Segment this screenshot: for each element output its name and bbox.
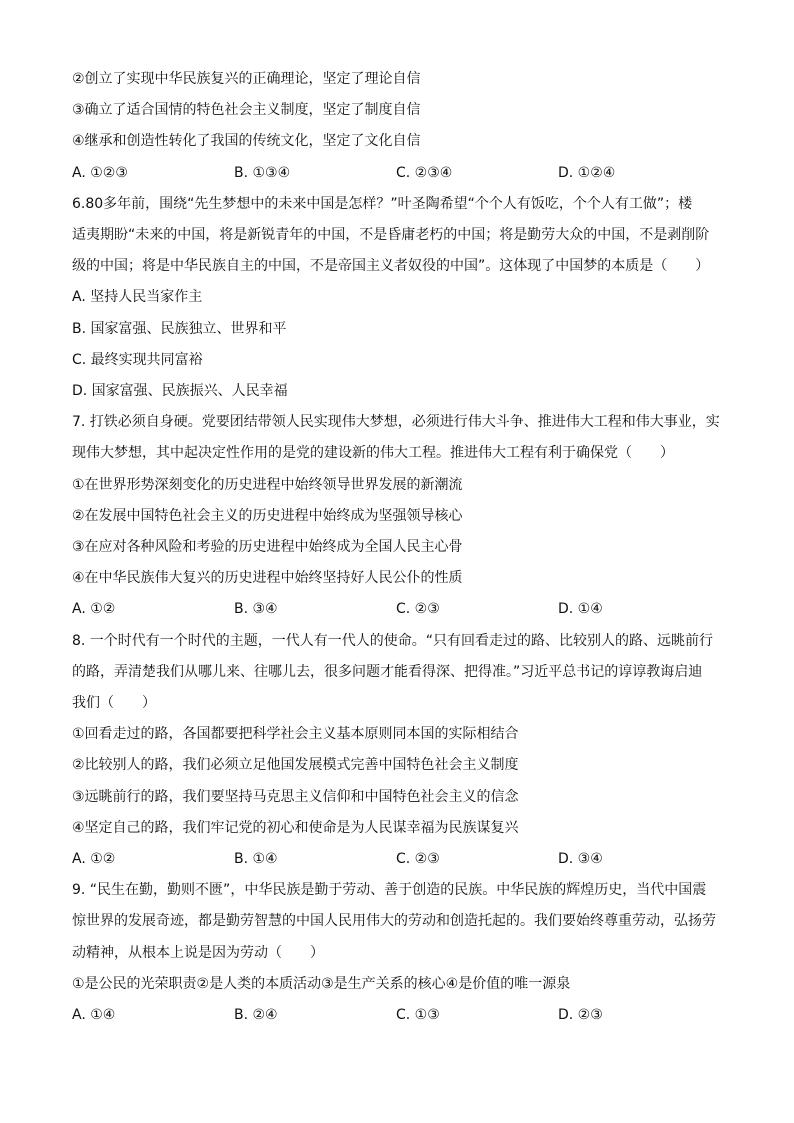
option-b: B. ③④ [234,601,278,618]
option-d: D. ①②④ [558,164,616,181]
option-a: A. ①② [72,601,116,618]
option-c: C. ②③④ [396,164,453,181]
option-b: B. ②④ [234,1007,278,1024]
question-6-stem: 6.80多年前，围绕“先生梦想中的未来中国是怎样？”叶圣陶希望“个个人有饭吃，个个人有工做”；楼 [72,195,693,212]
answer-options [72,158,724,189]
exam-page [72,64,724,1031]
option-d: D. 国家富强、民族振兴、人民幸福 [72,383,288,400]
answer-options [72,844,724,875]
statement-line: ④在中华民族伟大复兴的历史进程中始终坚持好人民公仆的性质 [72,570,463,587]
option-d: D. ②③ [558,1007,603,1024]
option-b: B. ①③④ [234,164,291,181]
option-c: C. 最终实现共同富裕 [72,351,203,368]
option-a: A. ①④ [72,1007,116,1024]
question-9-stem: 惊世界的发展奇迹，都是勤劳智慧的中国人民用伟大的劳动和创造托起的。我们要始终尊重劳动，弘扬劳 [72,913,716,930]
question-8-stem: 的路，弄清楚我们从哪儿来、往哪儿去，很多问题才能看得深、把得准。”习近平总书记的谆谆教诲启迪 [72,663,703,680]
option-b: B. 国家富强、民族独立、世界和平 [72,320,287,337]
question-8-stem: 我们（ ） [72,695,156,712]
question-6-stem: 适夷期盼“未来的中国，将是新锐青年的中国，不是昏庸老朽的中国；将是勤劳大众的中国，不是剥削阶 [72,227,710,244]
answer-options [72,594,724,625]
question-9-stem: 动精神，从根本上说是因为劳动（ ） [72,944,324,961]
question-9-stem: 9. “民生在勤，勤则不匮”，中华民族是勤于劳动、善于创造的民族。中华民族的辉煌历史，当代中国震 [72,882,707,899]
option-c: C. ②③ [396,851,440,868]
statement-line: ①回看走过的路，各国都要把科学社会主义基本原则同本国的实际相结合 [72,726,519,743]
statement-line: ①是公民的光荣职责②是人类的本质活动③是生产关系的核心④是价值的唯一源泉 [72,975,571,992]
option-a: A. ①②③ [72,164,128,181]
question-7-stem: 现伟大梦想，其中起决定性作用的是党的建设新的伟大工程。推进伟大工程有利于确保党（ ） [72,445,674,462]
question-8-stem: 8. 一个时代有一个时代的主题，一代人有一代人的使命。“只有回看走过的路、比较别人的路、远眺前行 [72,632,714,649]
statement-line: ②创立了实现中华民族复兴的正确理论，坚定了理论自信 [72,71,421,87]
option-a: A. 坚持人民当家作主 [72,289,203,306]
question-6-stem: 级的中国；将是中华民族自主的中国，不是帝国主义者奴役的中国”。这体现了中国梦的本质是（ ） [72,258,710,275]
statement-line: ①在世界形势深刻变化的历史进程中始终领导世界发展的新潮流 [72,476,463,493]
option-d: D. ③④ [558,851,603,868]
statement-line: ②在发展中国特色社会主义的历史进程中始终成为坚强领导核心 [72,507,463,524]
answer-options [72,1000,724,1031]
option-c: C. ①③ [396,1007,440,1024]
option-c: C. ②③ [396,601,440,618]
statement-line: ③远眺前行的路，我们要坚持马克思主义信仰和中国特色社会主义的信念 [72,788,519,805]
statement-line: ③在应对各种风险和考验的历史进程中始终成为全国人民主心骨 [72,539,463,556]
statement-line: ②比较别人的路，我们必须立足他国发展模式完善中国特色社会主义制度 [72,757,519,774]
statement-line: ④坚定自己的路，我们牢记党的初心和使命是为人民谋幸福为民族谋复兴 [72,819,519,836]
question-7-stem: 7. 打铁必须自身硬。党要团结带领人民实现伟大梦想，必须进行伟大斗争、推进伟大工程和伟大事业，实 [72,414,720,431]
statement-line: ④继承和创造性转化了我国的传统文化，坚定了文化自信 [72,133,421,150]
statement-line: ③确立了适合国情的特色社会主义制度，坚定了制度自信 [72,102,421,119]
option-b: B. ①④ [234,851,278,868]
option-d: D. ①④ [558,601,603,618]
option-a: A. ①② [72,851,116,868]
